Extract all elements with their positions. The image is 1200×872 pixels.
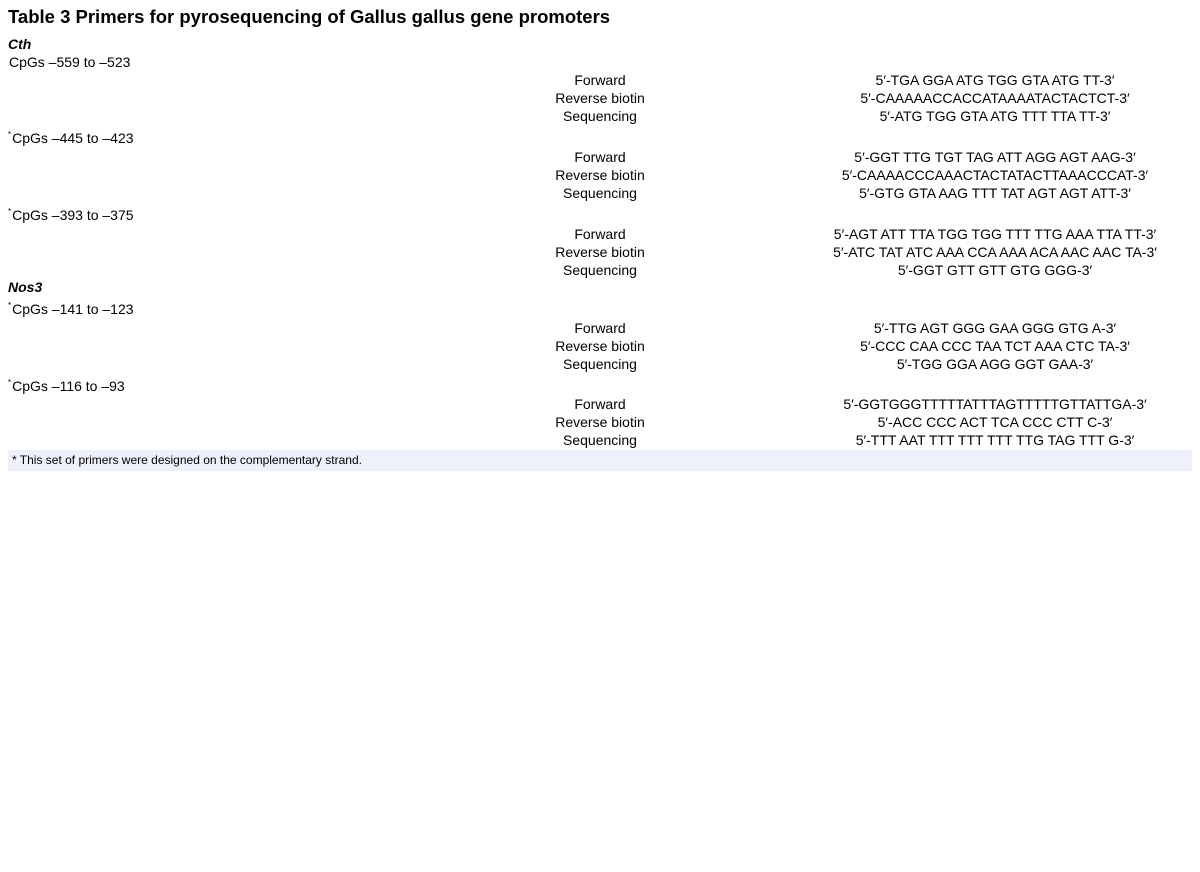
region-text: CpGs –445 to –423 — [12, 130, 134, 146]
footnote-text: * This set of primers were designed on the complementary strand. — [12, 453, 362, 467]
region-text: CpGs –559 to –523 — [9, 54, 131, 70]
primer-sequence: 5′-CAAAACCCAAACTACTATACTTAAACCCAT-3′ — [841, 167, 1149, 183]
cpg-region-label — [8, 54, 130, 70]
primer-type: Sequencing — [563, 185, 637, 201]
region-text: CpGs –141 to –123 — [12, 301, 134, 317]
primer-type: Reverse biotin — [555, 338, 645, 354]
cpg-region-label — [8, 378, 125, 394]
primer-type: Reverse biotin — [555, 90, 645, 106]
primer-sequence: 5′-GTG GTA AAG TTT TAT AGT AGT ATT-3′ — [859, 185, 1131, 201]
primer-type: Forward — [574, 396, 626, 412]
primer-sequence: 5′-TGG GGA AGG GGT GAA-3′ — [896, 356, 1094, 372]
primer-type: Sequencing — [563, 432, 637, 448]
primer-sequence: 5′-GGTGGGTTTTTATTTAGTTTTTGTTATTGA-3′ — [843, 396, 1147, 412]
region-marker: * — [8, 301, 12, 310]
primer-sequence: 5′-ATG TGG GTA ATG TTT TTA TT-3′ — [879, 108, 1111, 124]
gene-name: Cth — [8, 36, 32, 52]
cpg-region-label — [8, 301, 134, 317]
primer-sequence: 5′-TGA GGA ATG TGG GTA ATG TT-3′ — [875, 72, 1115, 88]
primer-type: Reverse biotin — [555, 414, 645, 430]
primer-sequence: 5′-GGT GTT GTT GTG GGG-3′ — [897, 262, 1093, 278]
primer-sequence: 5′-ATC TAT ATC AAA CCA AAA ACA AAC AAC TA-3′ — [833, 244, 1157, 260]
primer-type: Sequencing — [563, 108, 637, 124]
primer-type: Reverse biotin — [555, 244, 645, 260]
primer-sequence: 5′-TTT AAT TTT TTT TTT TTG TAG TTT G-3′ — [855, 432, 1135, 448]
cpg-region-label — [8, 207, 134, 223]
primer-type: Sequencing — [563, 262, 637, 278]
primer-sequence: 5′-AGT ATT TTA TGG TGG TTT TTG AAA TTA TT-3′ — [833, 226, 1157, 242]
primer-type: Forward — [574, 320, 626, 336]
primer-type: Forward — [574, 226, 626, 242]
table-title: Table 3 Primers for pyrosequencing of Gallus gallus gene promoters — [8, 6, 611, 27]
gene-name: Nos3 — [8, 279, 43, 295]
primer-sequence: 5′-ACC CCC ACT TCA CCC CTT C-3′ — [877, 414, 1113, 430]
region-marker: * — [8, 378, 12, 387]
cpg-region-label — [8, 130, 134, 146]
primer-type: Sequencing — [563, 356, 637, 372]
table-footnote — [8, 450, 1192, 471]
primer-sequence: 5′-TTG AGT GGG GAA GGG GTG A-3′ — [873, 320, 1117, 336]
region-marker: * — [8, 207, 12, 216]
primer-sequence: 5′-GGT TTG TGT TAG ATT AGG AGT AAG-3′ — [854, 149, 1136, 165]
primer-sequence: 5′-CCC CAA CCC TAA TCT AAA CTC TA-3′ — [860, 338, 1130, 354]
primer-type: Reverse biotin — [555, 167, 645, 183]
primer-type: Forward — [574, 72, 626, 88]
region-text: CpGs –393 to –375 — [12, 207, 134, 223]
region-text: CpGs –116 to –93 — [12, 378, 125, 394]
primer-sequence: 5′-CAAAAACCACCATAAAATACTACTCT-3′ — [860, 90, 1130, 106]
region-marker: * — [8, 130, 12, 139]
primer-type: Forward — [574, 149, 626, 165]
